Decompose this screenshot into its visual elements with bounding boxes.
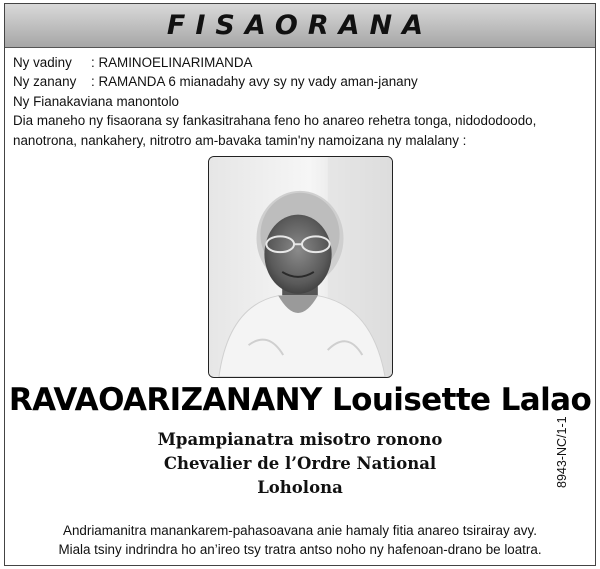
page-title: FISAORANA bbox=[166, 10, 434, 41]
notice-code: 8943-NC/1-1 bbox=[555, 416, 569, 488]
intro-section bbox=[13, 53, 588, 150]
closing-line: Miala tsiny indrindra ho an’ireo tsy tratra antso noho ny hafenoan-drano be loatra. bbox=[58, 542, 542, 557]
portrait-photo bbox=[208, 156, 393, 378]
portrait-image bbox=[209, 157, 392, 377]
fianakaviana-line: Ny Fianakaviana manontolo bbox=[13, 93, 179, 109]
deceased-titles bbox=[0, 428, 600, 500]
title-line: Mpampianatra misotro ronono bbox=[157, 430, 443, 449]
zanany-value: : RAMANDA 6 mianadahy avy sy ny vady aman-janany bbox=[91, 74, 418, 90]
zanany-row bbox=[13, 72, 588, 91]
zanany-label: Ny zanany bbox=[13, 74, 77, 90]
title-line: Loholona bbox=[257, 478, 343, 497]
title-line: Chevalier de l’Ordre National bbox=[163, 454, 437, 473]
thanks-paragraph: Dia maneho ny fisaorana sy fankasitrahana feno ho anareo rehetra tonga, nidododoodo, nanotrona, nankahery, nitrotro am-bavaka tamin'ny namoizana ny malalany : bbox=[13, 113, 537, 148]
closing-line: Andriamanitra manankarem-pahasoavana anie hamaly fitia anareo tsirairay avy. bbox=[63, 523, 537, 538]
vadiny-label: Ny vadiny bbox=[13, 55, 72, 70]
deceased-name: RAVAOARIZANANY Louisette Lalao bbox=[8, 382, 592, 418]
closing-section bbox=[0, 521, 600, 559]
vadiny-row bbox=[13, 53, 588, 72]
vadiny-value: : RAMINOELINARIMANDA bbox=[91, 55, 253, 70]
header-banner bbox=[5, 4, 595, 48]
